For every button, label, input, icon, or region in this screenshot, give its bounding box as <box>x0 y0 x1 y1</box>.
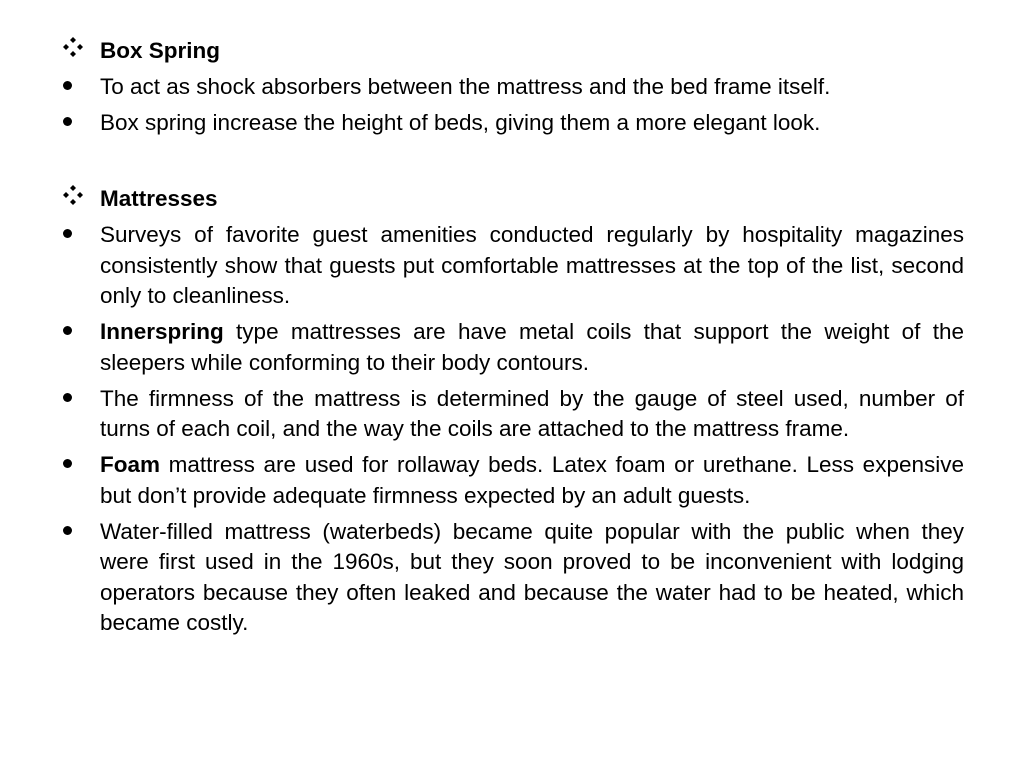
list-item <box>62 517 964 639</box>
bullet-text: To act as shock absorbers between the mattress and the bed frame itself. <box>100 74 831 99</box>
bullet-text: Box spring increase the height of beds, giving them a more elegant look. <box>100 110 821 135</box>
bullet-text: mattress are used for rollaway beds. Latex foam or urethane. Less expensive but don’t provide adequate firmness expected by an adult guests. <box>100 452 964 508</box>
list-item <box>62 384 964 445</box>
bullet-text: type mattresses are have metal coils that support the weight of the sleepers while conforming to their body contours. <box>100 319 964 375</box>
list-item <box>62 108 964 139</box>
section-mattresses <box>62 184 964 644</box>
section-heading <box>62 184 964 215</box>
bullet-text: Surveys of favorite guest amenities conducted regularly by hospitality magazines consistently show that guests put comfortable mattresses at the top of the list, second only to cleanliness. <box>100 222 964 308</box>
list-item <box>62 72 964 103</box>
bullet-lead: Foam <box>100 452 161 477</box>
heading-text: Mattresses <box>100 186 218 211</box>
list-item <box>62 450 964 511</box>
bullet-lead: Innerspring <box>100 319 224 344</box>
section-box-spring <box>62 36 964 144</box>
heading-text: Box Spring <box>100 38 221 63</box>
list-item <box>62 317 964 378</box>
bullet-text: The firmness of the mattress is determined by the gauge of steel used, number of turns of each coil, and the way the coils are attached to the mattress frame. <box>100 385 964 441</box>
bullet-text: Water-filled mattress (waterbeds) became quite popular with the public when they were first used in the 1960s, but they soon proved to be inconvenient with lodging operators because they often leaked and because the water had to be heated, which became costly. <box>100 518 964 635</box>
section-heading <box>62 36 964 67</box>
list-item <box>62 220 964 312</box>
